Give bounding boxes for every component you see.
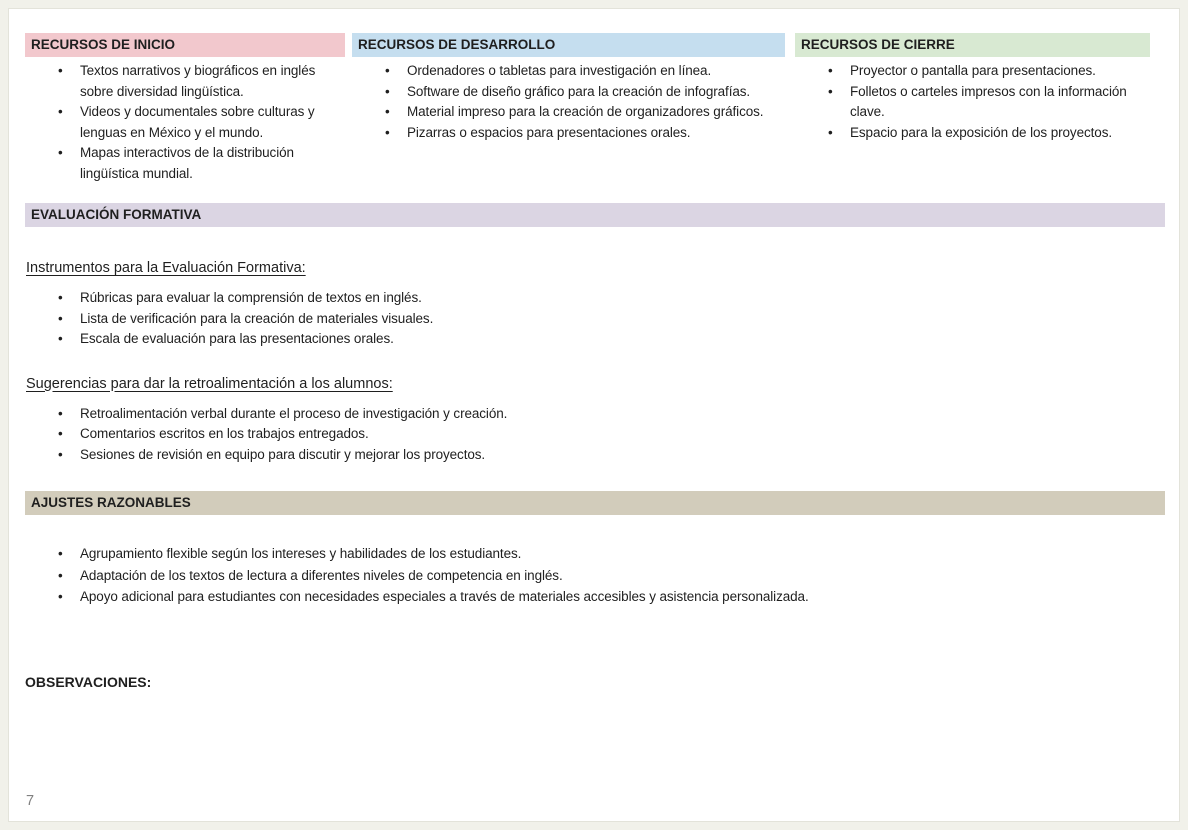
list-item: • Espacio para la exposición de los proyectos. [795,123,1150,144]
observaciones-label: OBSERVACIONES: [25,673,152,690]
list-item: • Material impreso para la creación de organizadores gráficos. [352,102,785,123]
list-item: • Proyector o pantalla para presentaciones. [795,61,1150,82]
recursos-desarrollo-list [352,61,785,143]
recursos-cierre-list [795,61,1150,143]
list-item: • Textos narrativos y biográficos en inglés sobre diversidad lingüística. [25,61,345,102]
resource-column-inicio [25,33,345,184]
resources-section [25,33,1164,203]
document-page [8,8,1180,822]
list-item: • Comentarios escritos en los trabajos entregados. [25,424,1165,445]
list-item: • Apoyo adicional para estudiantes con necesidades especiales a través de materiales accesibles y asistencia personalizada. [25,586,1165,608]
list-item: • Videos y documentales sobre culturas y lenguas en México y el mundo. [25,102,345,143]
list-item: • Lista de verificación para la creación de materiales visuales. [25,309,1165,330]
list-item: • Pizarras o espacios para presentaciones orales. [352,123,785,144]
resource-column-cierre [795,33,1150,143]
evaluacion-sugerencias-list [25,404,1165,466]
list-item: • Sesiones de revisión en equipo para discutir y mejorar los proyectos. [25,445,1165,466]
list-item: • Mapas interactivos de la distribución lingüística mundial. [25,143,345,184]
list-item: • Ordenadores o tabletas para investigación en línea. [352,61,785,82]
list-item: • Adaptación de los textos de lectura a diferentes niveles de competencia en inglés. [25,565,1165,587]
recursos-inicio-list [25,61,345,184]
section-header-ajustes-razonables: AJUSTES RAZONABLES [25,491,1165,515]
list-item: • Software de diseño gráfico para la creación de infografías. [352,82,785,103]
section-header-recursos-inicio: RECURSOS DE INICIO [25,33,345,57]
list-item: • Rúbricas para evaluar la comprensión de textos en inglés. [25,288,1165,309]
list-item: • Retroalimentación verbal durante el proceso de investigación y creación. [25,404,1165,425]
list-item: • Agrupamiento flexible según los intereses y habilidades de los estudiantes. [25,543,1165,565]
section-header-recursos-cierre: RECURSOS DE CIERRE [795,33,1150,57]
section-header-recursos-desarrollo: RECURSOS DE DESARROLLO [352,33,785,57]
evaluacion-instrumentos-list [25,288,1165,350]
list-item: • Folletos o carteles impresos con la información clave. [795,82,1150,123]
resource-column-desarrollo [352,33,785,143]
evaluacion-subheading-instrumentos: Instrumentos para la Evaluación Formativa: [26,260,306,276]
list-item: • Escala de evaluación para las presentaciones orales. [25,329,1165,350]
section-header-evaluacion-formativa: EVALUACIÓN FORMATIVA [25,203,1165,227]
page-number: 7 [26,793,35,809]
evaluacion-subheading-sugerencias: Sugerencias para dar la retroalimentación a los alumnos: [26,375,393,392]
ajustes-razonables-list [25,543,1165,608]
